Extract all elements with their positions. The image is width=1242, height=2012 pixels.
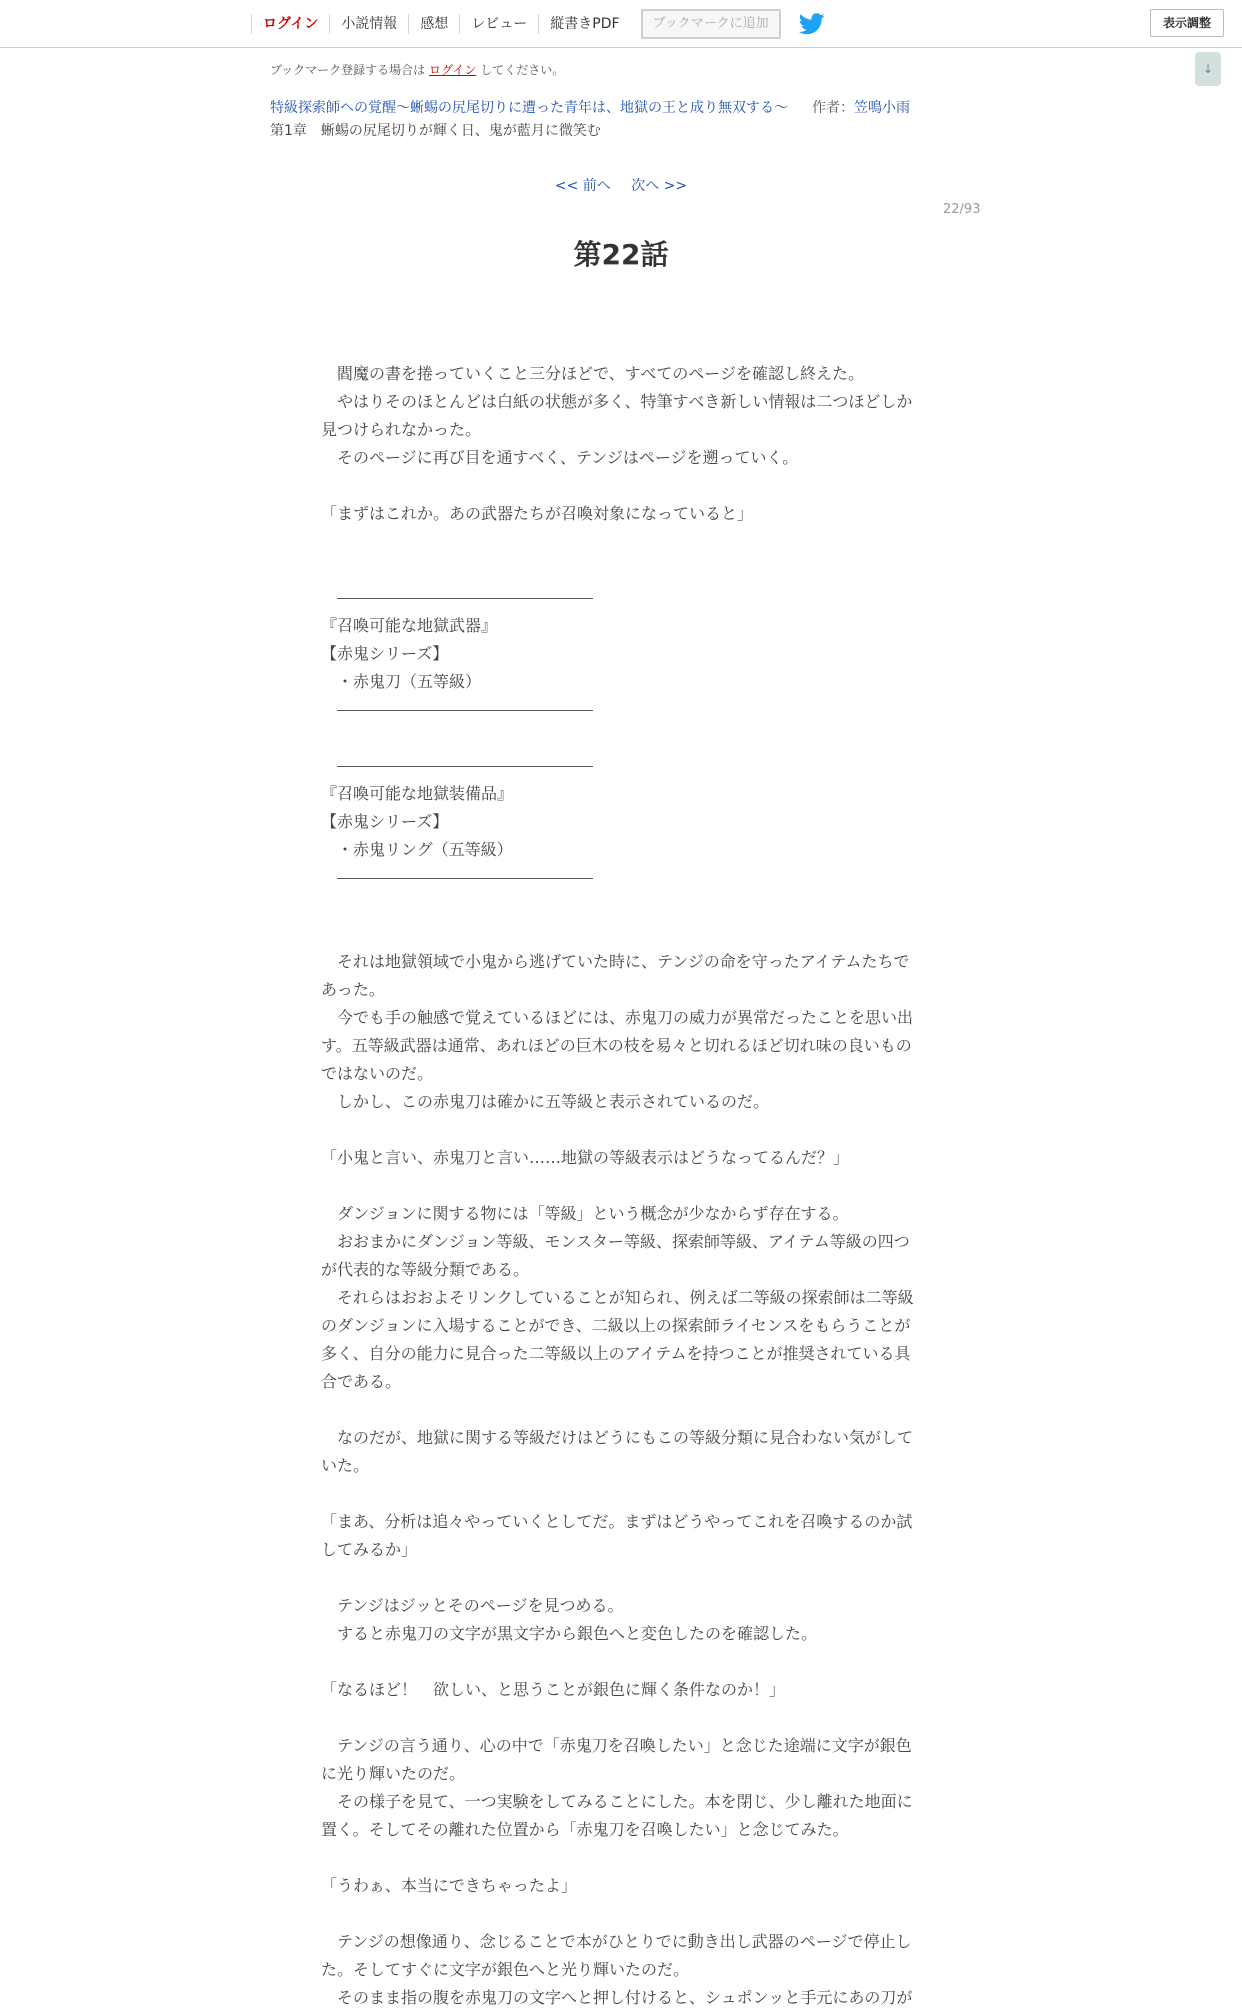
body-paragraph: おおまかにダンジョン等級、モンスター等級、探索師等級、アイテム等級の四つが代表的な等級分類である。 [321,1232,910,1279]
novel-body [321,360,916,2012]
chapter-title: 第1章 蜥蜴の尻尾切りが輝く日、鬼が藍月に微笑む [270,123,601,139]
prev-episode-link[interactable]: << 前へ [554,178,611,194]
weapon-box-title: 『召喚可能な地獄武器』 [321,616,498,635]
divider [321,584,916,612]
body-paragraph: 今でも手の触感で覚えているほどには、赤鬼刀の威力が異常だったことを思い出す。五等級武器は通常、あれほどの巨木の枝を易々と切れるほど切れ味の良いものではないのだ。 [321,1008,914,1083]
body-paragraph: テンジの想像通り、念じることで本がひとりでに動き出し武器のページで停止した。そしてすぐに文字が銀色へと光り輝いたのだ。 [321,1932,912,1979]
body-dialogue: 「まずはこれか。あの武器たちが召喚対象になっていると」 [321,504,754,523]
notice-text-after: してください。 [476,63,565,77]
bookmark-login-notice [270,61,564,78]
top-navigation-bar [0,0,1242,48]
equipment-box-series: 【赤鬼シリーズ】 [321,812,449,831]
notice-login-link[interactable]: ログイン [428,63,477,77]
body-dialogue: 「まあ、分析は追々やっていくとしてだ。まずはどうやってこれを召喚するのか試してみるか」 [321,1512,913,1559]
body-paragraph: テンジの言う通り、心の中で「赤鬼刀を召喚したい」と念じた途端に文字が銀色に光り輝いたのだ。 [321,1736,912,1783]
episode-count: 22/93 [943,202,981,217]
twitter-icon[interactable] [799,13,825,35]
weapon-box-item: ・赤鬼刀（五等級） [321,672,482,691]
equipment-box-title: 『召喚可能な地獄装備品』 [321,784,514,803]
episode-title: 第22話 [573,238,669,271]
main-nav [251,0,825,47]
body-dialogue: 「なるほど！ 欲しい、と思うことが銀色に輝く条件なのか！」 [321,1680,786,1699]
equipment-box-item: ・赤鬼リング（五等級） [321,840,513,859]
body-paragraph: 閻魔の書を捲っていくこと三分ほどで、すべてのページを確認し終えた。 [321,364,865,383]
impressions-link[interactable]: 感想 [408,14,459,34]
next-episode-link[interactable]: 次へ >> [631,178,688,194]
login-link[interactable]: ログイン [251,14,329,34]
body-dialogue: 「うわぁ、本当にできちゃったよ」 [321,1876,577,1895]
divider [321,752,916,780]
series-title-link[interactable]: 特級探索師への覚醒～蜥蜴の尻尾切りに遭った青年は、地獄の王と成り無双する～ [270,100,788,116]
body-paragraph: すると赤鬼刀の文字が黒文字から銀色へと変色したのを確認した。 [321,1624,818,1643]
body-paragraph: そのまま指の腹を赤鬼刀の文字へと押し付けると、シュポンッと手元にあの刀が [321,1988,913,2007]
body-paragraph: それらはおおよそリンクしていることが知られ、例えば二等級の探索師は二等級のダンジョンに入場することができ、二級以上の探索師ライセンスをもらうことが多く、自分の能力に見合った二等級以上のアイテムを持つことが推奨されている具合である。 [321,1288,914,1391]
add-bookmark-button[interactable]: ブックマークに追加 [641,9,781,39]
body-dialogue: 「小鬼と言い、赤鬼刀と言い……地獄の等級表示はどうなってるんだ？」 [321,1148,850,1167]
display-settings-button[interactable]: 表示調整 [1150,9,1224,37]
body-paragraph: なのだが、地獄に関する等級だけはどうにもこの等級分類に見合わない気がしていた。 [321,1428,914,1475]
author-link[interactable]: 笠鳴小雨 [854,100,910,116]
body-paragraph: その様子を見て、一つ実験をしてみることにした。本を閉じ、少し離れた地面に置く。そしてその離れた位置から「赤鬼刀を召喚したい」と念じてみた。 [321,1792,913,1839]
divider [321,696,916,724]
divider [321,864,916,892]
body-paragraph: それは地獄領域で小鬼から逃げていた時に、テンジの命を守ったアイテムたちであった。 [321,952,910,999]
scroll-down-button[interactable]: ↓ [1195,52,1221,86]
notice-text-before: ブックマーク登録する場合は [270,63,429,77]
author-label: 作者： [812,100,854,116]
body-paragraph: テンジはジッとそのページを見つめる。 [321,1596,624,1615]
episode-pager [0,175,1242,195]
vertical-pdf-link[interactable]: 縦書きPDF [538,14,630,34]
weapon-box-series: 【赤鬼シリーズ】 [321,644,449,663]
series-info [270,97,910,117]
body-paragraph: やはりそのほとんどは白紙の状態が多く、特筆すべき新しい情報は二つほどしか見つけられなかった。 [321,392,913,439]
body-paragraph: ダンジョンに関する物には「等級」という概念が少なからず存在する。 [321,1204,849,1223]
novel-info-link[interactable]: 小説情報 [329,14,408,34]
body-paragraph: しかし、この赤鬼刀は確かに五等級と表示されているのだ。 [321,1092,770,1111]
body-paragraph: そのページに再び目を通すべく、テンジはページを遡っていく。 [321,448,799,467]
review-link[interactable]: レビュー [459,14,538,34]
